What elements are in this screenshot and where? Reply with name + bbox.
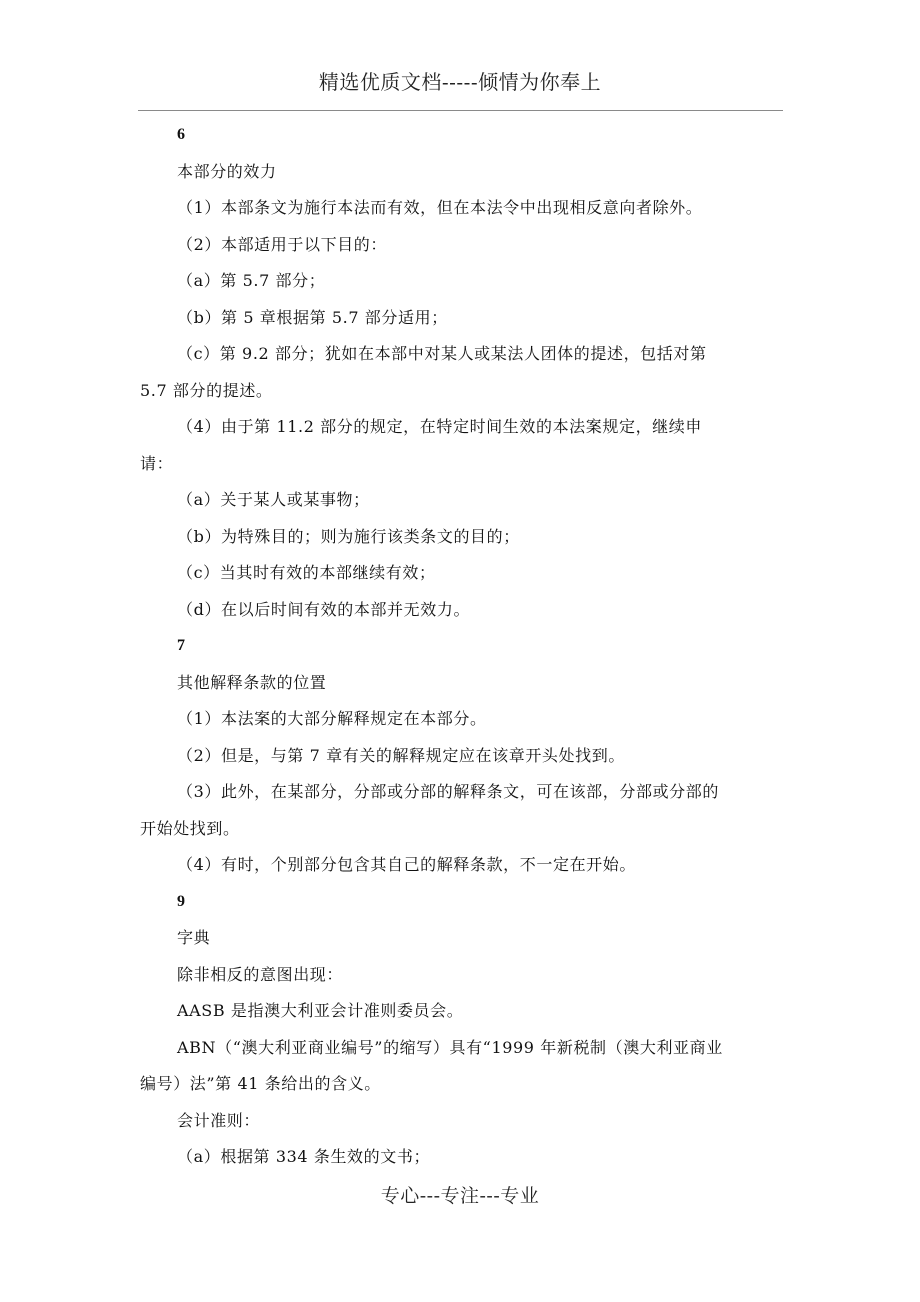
page-footer: 专心---专注---专业 [380, 1185, 540, 1207]
paragraph-continuation: 开始处找到。 [140, 818, 240, 838]
section-number-9: 9 [177, 892, 186, 910]
paragraph-continuation: 5.7 部分的提述。 [140, 380, 273, 400]
paragraph-continuation: 编号）法”第 41 条给出的含义。 [140, 1074, 381, 1093]
paragraph: （2）本部适用于以下目的： [177, 234, 387, 254]
section-number-7: 7 [177, 637, 186, 654]
definition: AASB 是指澳大利亚会计准则委员会。 [177, 1001, 464, 1020]
list-item: （b）第 5 章根据第 5.7 部分适用； [177, 307, 448, 327]
definition: ABN（“澳大利亚商业编号”的缩写）具有“1999 年新税制（澳大利亚商业 [177, 1037, 723, 1057]
list-item: （d）在以后时间有效的本部并无效力。 [177, 599, 471, 619]
paragraph-continuation: 请： [140, 453, 174, 473]
paragraph: （3）此外，在某部分，分部或分部的解释条文，可在该部，分部或分部的 [177, 782, 719, 801]
paragraph: （1）本法案的大部分解释规定在本部分。 [177, 709, 487, 728]
list-item: （b）为特殊目的；则为施行该类条文的目的； [177, 526, 520, 546]
list-item: （c）当其时有效的本部继续有效； [177, 563, 436, 582]
list-item: （a）根据第 334 条生效的文书； [177, 1147, 431, 1166]
header-divider [138, 110, 783, 111]
paragraph: （4）有时，个别部分包含其自己的解释条款，不一定在开始。 [177, 855, 636, 874]
section-number-6: 6 [177, 126, 186, 143]
definition: 会计准则： [177, 1110, 261, 1130]
paragraph: 除非相反的意图出现： [177, 964, 344, 984]
page-header: 精选优质文档-----倾情为你奉上 [318, 70, 602, 94]
section-title: 字典 [177, 928, 211, 947]
list-item: （c）第 9.2 部分；犹如在本部中对某人或某法人团体的提述，包括对第 [177, 344, 707, 363]
paragraph: （1）本部条文为施行本法而有效，但在本法令中出现相反意向者除外。 [177, 198, 703, 217]
list-item: （a）第 5.7 部分； [177, 271, 326, 290]
section-title: 本部分的效力 [177, 161, 277, 181]
section-title: 其他解释条款的位置 [177, 672, 327, 692]
list-item: （a）关于某人或某事物； [177, 490, 370, 509]
document-body [140, 117, 785, 1176]
paragraph: （4）由于第 11.2 部分的规定，在特定时间生效的本法案规定，继续申 [177, 417, 702, 436]
paragraph: （2）但是，与第 7 章有关的解释规定应在该章开头处找到。 [177, 745, 625, 765]
